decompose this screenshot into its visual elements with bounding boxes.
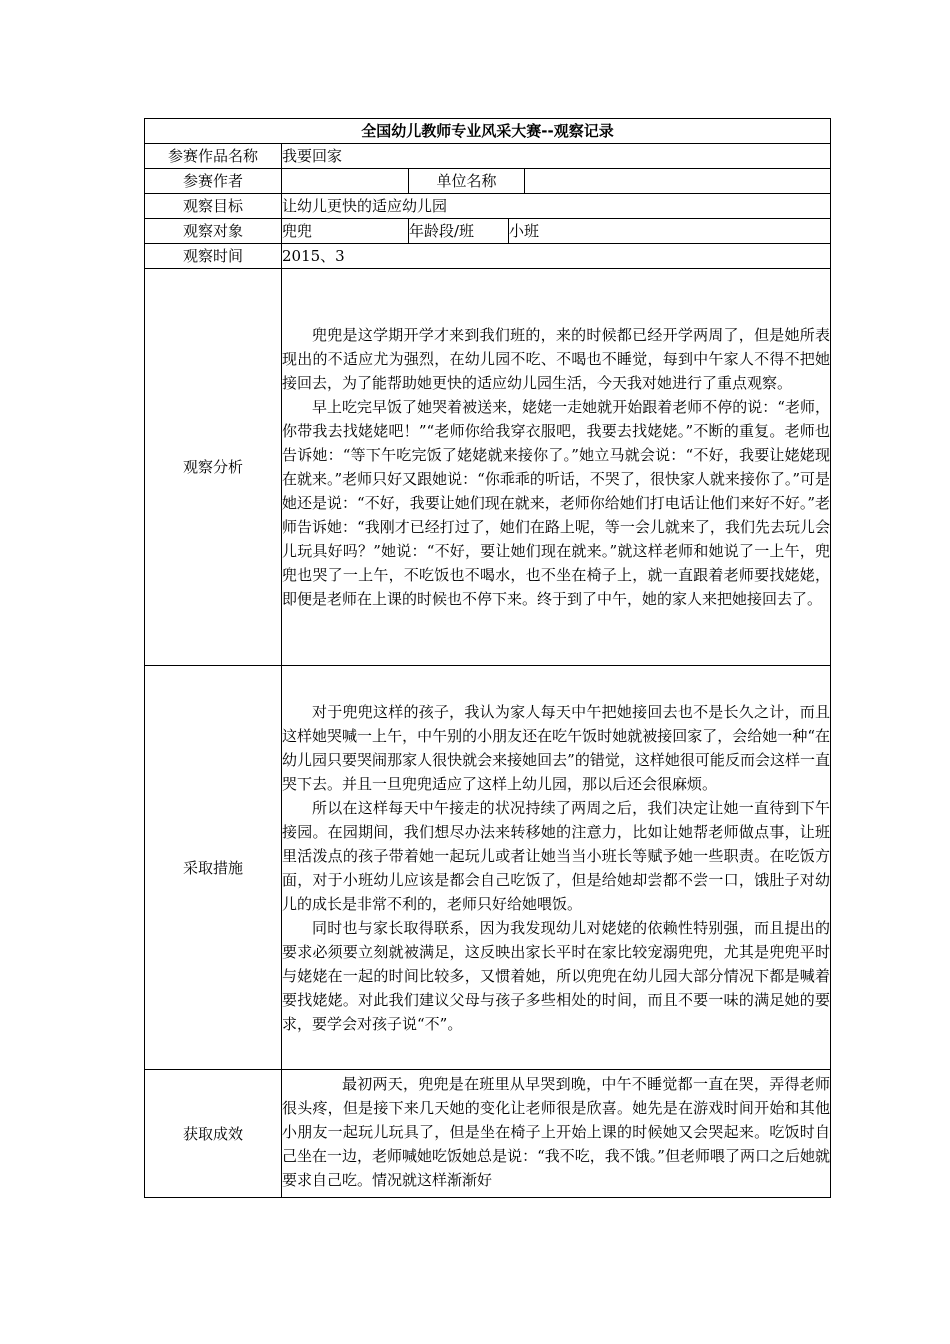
analysis-paragraph: 早上吃完早饭了她哭着被送来，姥姥一走她就开始跟着老师不停的说：“老师，你带我去找姥姥吧！”“老师你给我穿衣服吧，我要去找姥姥。”不断的重复。老师也告诉她：“等下午吃完饭了姥姥就来接你了。”她立马就会说：“不好，我要让姥姥现在就来。”老师只好又跟她说：“你乖乖的听话，不哭了，很快家人就来接你了。”可是她还是说：“不好，我要让她们现在就来，老师你给她们打电话让他们来好不好。”老师告诉她：“我刚才已经打过了，她们在路上呢，等一会儿就来了，我们先去玩儿会儿玩具好吗？”她说：“不好，要让她们现在就来。”就这样老师和她说了一上午，兜兜也哭了一上午，不吃饭也不喝水，也不坐在椅子上，就一直跟着老师要找姥姥，即便是老师在上课的时候也不停下来。终于到了中午，她的家人来把她接回去了。 bbox=[282, 398, 831, 608]
measures-paragraph: 同时也与家长取得联系，因为我发现幼儿对姥姥的依赖性特别强，而且提出的要求必须要立刻就被满足，这反映出家长平时在家比较宠溺兜兜，尤其是兜兜平时与姥姥在一起的时间比较多，又惯着她，所以兜兜在幼儿园大部分情况下都是喊着要找姥姥。对此我们建议父母与孩子多些相处的时间，而且不要一味的满足她的要求，要学会对孩子说“不”。 bbox=[282, 918, 831, 1033]
work-name-label: 参赛作品名称 bbox=[145, 144, 282, 169]
age-class-label: 年龄段/班 bbox=[409, 219, 509, 244]
results-label: 获取成效 bbox=[145, 1070, 282, 1198]
org-label: 单位名称 bbox=[409, 169, 525, 194]
subject-label: 观察对象 bbox=[145, 219, 282, 244]
analysis-body bbox=[282, 269, 831, 666]
time-label: 观察时间 bbox=[145, 244, 282, 269]
analysis-paragraph: 兜兜是这学期开学才来到我们班的，来的时候都已经开学两周了，但是她所表现出的不适应尤为强烈，在幼儿园不吃、不喝也不睡觉，每到中午家人不得不把她接回去，为了能帮助她更快的适应幼儿园生活，今天我对她进行了重点观察。 bbox=[282, 326, 831, 392]
author-value bbox=[282, 169, 409, 194]
measures-label: 采取措施 bbox=[145, 666, 282, 1070]
work-name-value: 我要回家 bbox=[282, 144, 831, 169]
time-value: 2015、3 bbox=[282, 244, 831, 269]
measures-paragraph: 所以在这样每天中午接走的状况持续了两周之后，我们决定让她一直待到下午接园。在园期间，我们想尽办法来转移她的注意力，比如让她帮老师做点事，让班里活泼点的孩子带着她一起玩儿或者让她当当小班长等赋予她一些职责。在吃饭方面，对于小班幼儿应该是都会自己吃饭了，但是给她却尝都不尝一口，饿肚子对幼儿的成长是非常不利的，老师只好给她喂饭。 bbox=[282, 798, 831, 913]
age-class-value: 小班 bbox=[509, 219, 831, 244]
org-value bbox=[525, 169, 831, 194]
measures-paragraph: 对于兜兜这样的孩子，我认为家人每天中午把她接回去也不是长久之计，而且这样她哭喊一上午，中午别的小朋友还在吃午饭时她就被接回家了，会给她一种“在幼儿园只要哭闹那家人很快就会来接她回去”的错觉，这样她很可能反而会这样一直哭下去。并且一旦兜兜适应了这样上幼儿园，那以后还会很麻烦。 bbox=[282, 702, 831, 793]
goal-label: 观察目标 bbox=[145, 194, 282, 219]
results-body bbox=[282, 1070, 831, 1198]
subject-value: 兜兜 bbox=[282, 219, 409, 244]
goal-value: 让幼儿更快的适应幼儿园 bbox=[282, 194, 831, 219]
form-title: 全国幼儿教师专业风采大赛--观察记录 bbox=[145, 119, 831, 144]
author-label: 参赛作者 bbox=[145, 169, 282, 194]
results-paragraph: 最初两天，兜兜是在班里从早哭到晚，中午不睡觉都一直在哭，弄得老师很头疼，但是接下来几天她的变化让老师很是欣喜。她先是在游戏时间开始和其他小朋友一起玩儿玩具了，但是坐在椅子上开始上课的时候她又会哭起来。吃饭时自己坐在一边，老师喊她吃饭她总是说：“我不吃，我不饿。”但老师喂了两口之后她就要求自己吃。情况就这样渐渐好 bbox=[282, 1074, 831, 1189]
measures-body bbox=[282, 666, 831, 1070]
analysis-label: 观察分析 bbox=[145, 269, 282, 666]
observation-record-table bbox=[144, 118, 831, 1198]
